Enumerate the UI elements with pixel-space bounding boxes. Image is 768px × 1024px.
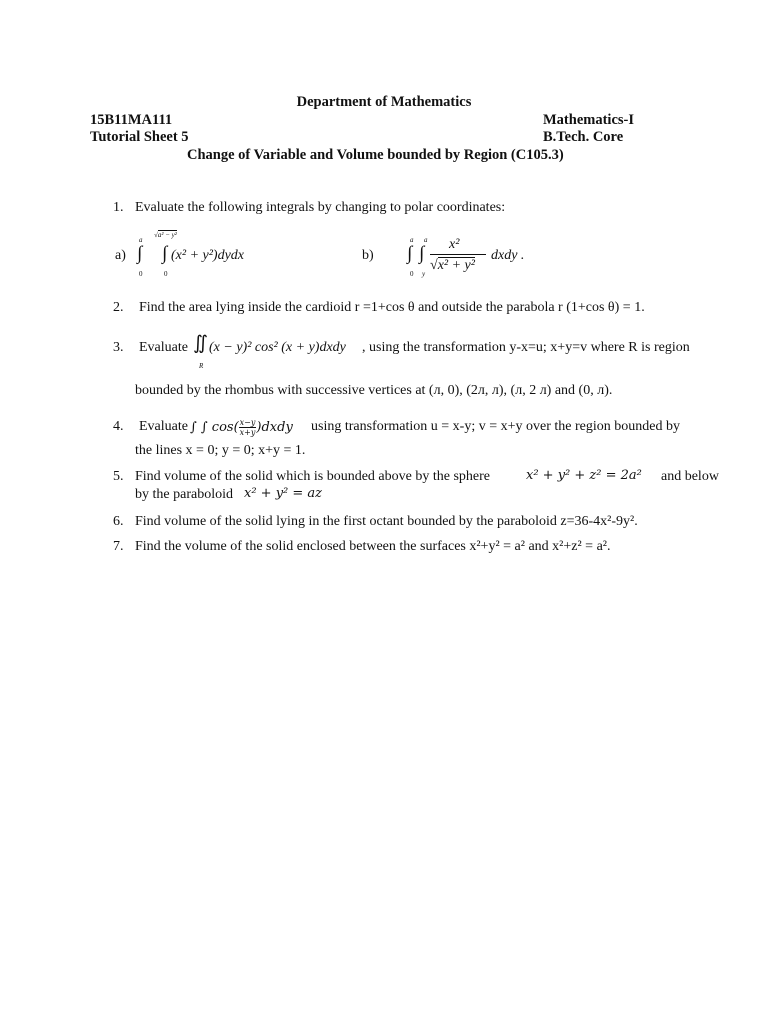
q4-line2: the lines x = 0; y = 0; x+y = 1.	[135, 443, 306, 458]
q1b-fraction-bar	[430, 254, 486, 255]
q5-paraboloid-equation: x² + y² = az	[244, 486, 323, 501]
q1b-lower-1: 0	[410, 270, 414, 278]
q1b-tail: dxdy .	[491, 248, 525, 263]
q1a-inner-lower: 0	[164, 270, 168, 278]
q1b-denominator: √x² + y²	[430, 258, 475, 273]
q3-double-integral: ∬	[193, 333, 208, 354]
q3-lead: Evaluate	[139, 340, 188, 355]
q1b-numerator: x²	[449, 237, 460, 252]
q5-sphere-equation: x² + y² + z² = 2a²	[526, 468, 642, 483]
q1a-integral-outer: ∫	[137, 243, 143, 264]
q1a-label: a)	[115, 248, 126, 263]
q4-number: 4.	[113, 419, 124, 434]
q1b-lower-2: y	[422, 270, 426, 278]
q1-number: 1.	[113, 200, 124, 215]
q5-text: Find volume of the solid which is bounded above by the sphere	[135, 469, 490, 484]
q2-number: 2.	[113, 300, 124, 315]
q1b-upper-2: a	[424, 236, 428, 244]
q4-lead: Evaluate	[139, 419, 188, 434]
subject-name: Mathematics-I	[543, 112, 635, 128]
course-code: 15B11MA111	[90, 112, 173, 128]
q1a-outer-upper: a	[139, 236, 143, 244]
q1b-upper-1: a	[410, 236, 414, 244]
q3-rest: , using the transformation y-x=u; x+y=v where R is region	[362, 340, 690, 355]
q5-tail: and below	[661, 469, 719, 484]
q3-number: 3.	[113, 340, 124, 355]
q1a-inner-upper: √a² − y²	[154, 231, 177, 239]
q1a-integrand: (x² + y²)dydx	[171, 248, 245, 263]
department-text: Department of Mathematics	[296, 94, 472, 110]
q4-integral: ∫ ∫ cos( $\frac{x-y}{x+y}$ )dxdy	[190, 418, 293, 437]
q6-text: Find volume of the solid lying in the first octant bounded by the paraboloid z=36-4x²-9y².	[135, 514, 638, 529]
q2-text: Find the area lying inside the cardioid r =1+cos θ and outside the parabola r (1+cos θ) = 1.	[139, 300, 645, 315]
q5-line2: by the paraboloid	[135, 487, 233, 502]
q1b-label: b)	[362, 248, 374, 263]
q4-rest: using transformation u = x-y; v = x+y over the region bounded by	[311, 419, 680, 434]
q1a-outer-lower: 0	[139, 270, 143, 278]
q1a-integral-inner: ∫	[162, 243, 168, 264]
q1b-integral-1: ∫	[407, 243, 413, 264]
q1-text: Evaluate the following integrals by changing to polar coordinates:	[135, 200, 506, 215]
q5-number: 5.	[113, 469, 124, 484]
sheet-label: Tutorial Sheet 5	[90, 129, 189, 145]
q1b-integral-2: ∫	[419, 243, 425, 264]
q6-number: 6.	[113, 514, 124, 529]
department-heading	[0, 94, 768, 111]
sheet-title: Change of Variable and Volume bounded by Region (C105.3)	[187, 147, 564, 163]
q3-integrand: (x − y)² cos² (x + y)dxdy	[209, 340, 346, 355]
q3-region: R	[199, 362, 204, 370]
q3-line2: bounded by the rhombus with successive vertices at (л, 0), (2л, л), (л, 2 л) and (0, л).	[135, 383, 613, 398]
program-label: B.Tech. Core	[543, 129, 624, 145]
q7-text: Find the volume of the solid enclosed between the surfaces x²+y² = a² and x²+z² = a².	[135, 539, 611, 554]
q7-number: 7.	[113, 539, 124, 554]
